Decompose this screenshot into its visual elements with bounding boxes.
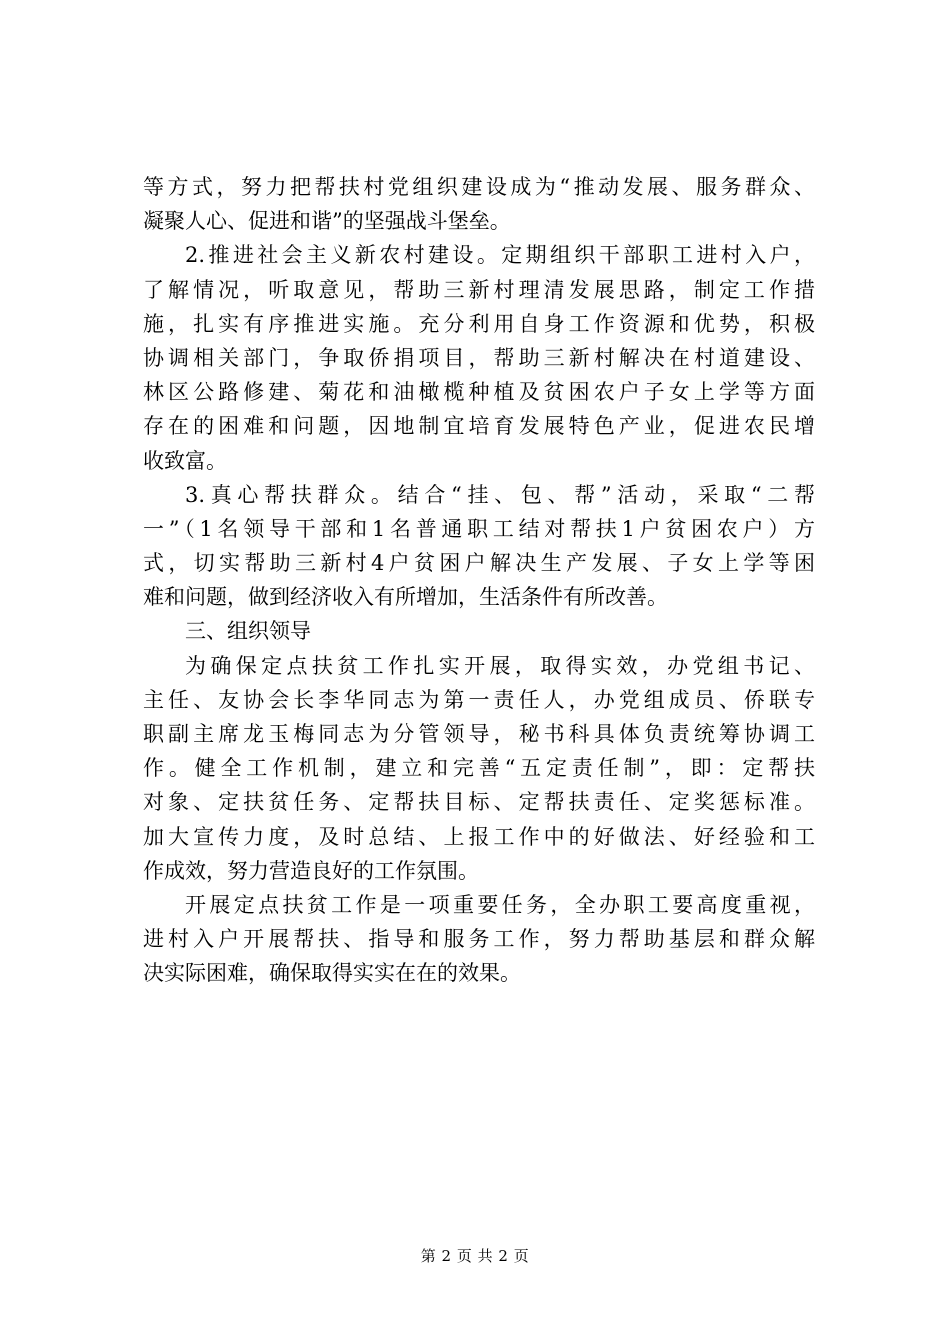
text-line: 一”（1名领导干部和1名普通职工结对帮扶1户贫困农户）方 xyxy=(143,516,815,541)
text-line: 对象、定扶贫任务、定帮扶目标、定帮扶责任、定奖惩标准。 xyxy=(143,790,815,815)
text-line: 3.真心帮扶群众。结合“挂、包、帮”活动，采取“二帮 xyxy=(185,482,815,507)
text-line: 为确保定点扶贫工作扎实开展，取得实效，办党组书记、 xyxy=(185,653,815,678)
text-line: 式，切实帮助三新村4户贫困户解决生产发展、子女上学等困 xyxy=(143,551,815,576)
text-line: 存在的困难和问题，因地制宜培育发展特色产业，促进农民增 xyxy=(143,414,815,439)
text-line: 凝聚人心、促进和谐”的坚强战斗堡垒。 xyxy=(143,209,511,234)
text-line: 决实际困难，确保取得实实在在的效果。 xyxy=(143,961,521,986)
page-number: 第 2 页 共 2 页 xyxy=(420,1247,530,1265)
text-line: 协调相关部门，争取侨捐项目，帮助三新村解决在村道建设、 xyxy=(143,345,815,370)
document-body xyxy=(143,170,815,991)
text-line: 2.推进社会主义新农村建设。定期组织干部职工进村入户， xyxy=(185,243,815,268)
text-line: 林区公路修建、菊花和油橄榄种植及贫困农户子女上学等方面 xyxy=(143,380,815,405)
section-heading: 三、组织领导 xyxy=(185,619,311,644)
text-line: 作成效，努力营造良好的工作氛围。 xyxy=(143,858,479,883)
text-line: 职副主席龙玉梅同志为分管领导，秘书科具体负责统筹协调工 xyxy=(143,722,815,746)
text-line: 加大宣传力度，及时总结、上报工作中的好做法、好经验和工 xyxy=(143,824,815,849)
text-line: 难和问题，做到经济收入有所增加，生活条件有所改善。 xyxy=(143,585,668,610)
text-line: 作。健全工作机制，建立和完善“五定责任制”，即：定帮扶 xyxy=(143,756,815,781)
text-line: 等方式，努力把帮扶村党组织建设成为“推动发展、服务群众、 xyxy=(143,175,815,199)
text-line: 施，扎实有序推进实施。充分利用自身工作资源和优势，积极 xyxy=(143,311,815,336)
text-line: 进村入户开展帮扶、指导和服务工作，努力帮助基层和群众解 xyxy=(143,927,815,952)
text-line: 主任、友协会长李华同志为第一责任人，办党组成员、侨联专 xyxy=(143,687,815,712)
text-line: 了解情况，听取意见，帮助三新村理清发展思路，制定工作措 xyxy=(143,277,815,302)
text-line: 收致富。 xyxy=(143,448,227,473)
text-line: 开展定点扶贫工作是一项重要任务，全办职工要高度重视， xyxy=(185,892,815,917)
